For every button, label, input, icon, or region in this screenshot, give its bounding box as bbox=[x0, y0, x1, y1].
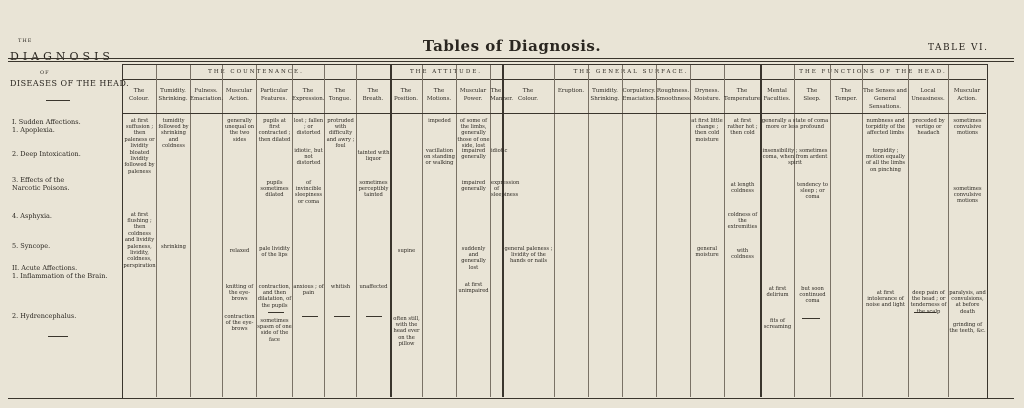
table-cell: generally unequal on the two sides bbox=[224, 118, 255, 143]
table-cell: at first little change ; then cold moisture bbox=[691, 118, 723, 143]
table-cell: impaired generally bbox=[461, 180, 486, 193]
table-cell: deep pain of the head ; or tenderness of the scalp bbox=[910, 290, 947, 315]
col-divider bbox=[156, 65, 157, 397]
col-divider bbox=[862, 65, 863, 397]
table-cell: sometimes convulsive motions bbox=[953, 118, 982, 137]
table-cell: lost ; fallen ; or distorted bbox=[293, 118, 324, 137]
table-cell: paleness, lividity, coldness, perspiration bbox=[123, 244, 156, 269]
table-cell: at length coldness bbox=[730, 182, 755, 195]
header-diagnosis: DIAGNOSIS bbox=[10, 50, 114, 63]
col-divider bbox=[908, 65, 909, 397]
col-header: Mental Faculties. bbox=[763, 88, 791, 102]
col-header: The Sleep. bbox=[803, 88, 821, 102]
col-divider bbox=[794, 65, 795, 397]
table-cell: coldness of the extremities bbox=[727, 212, 758, 231]
header-rule bbox=[122, 113, 986, 114]
col-header: The Tongue. bbox=[328, 88, 352, 102]
row-label: 2. Deep Intoxication. bbox=[12, 150, 81, 158]
col-header: Dryness. Moisture. bbox=[693, 88, 721, 102]
col-divider bbox=[422, 65, 423, 397]
table-cell: contraction of the eye-brows bbox=[224, 314, 255, 333]
col-divider bbox=[356, 65, 357, 397]
col-header: The Colour. bbox=[129, 88, 149, 102]
table-cell: unaffected bbox=[359, 284, 388, 290]
table-cell: numbness and torpidity of the affected limbs bbox=[865, 118, 906, 137]
row-label: 4. Asphyxia. bbox=[12, 212, 53, 220]
col-divider bbox=[324, 65, 325, 397]
table-cell: protruded with difficulty and awry ; foul bbox=[326, 118, 355, 149]
table-cell: expression of sleepiness bbox=[491, 180, 520, 199]
group-divider bbox=[760, 65, 762, 397]
table-cell: generally a state of coma more or less profound bbox=[761, 118, 829, 131]
table-frame bbox=[122, 64, 988, 399]
table-cell: grinding of the teeth, &c. bbox=[949, 322, 986, 335]
col-header: Roughness. Smoothness. bbox=[656, 88, 692, 102]
table-cell: impaired generally bbox=[461, 148, 486, 161]
table-cell: at first rather hot ; then cold bbox=[727, 118, 758, 137]
group-countenance: THE COUNTENANCE. bbox=[208, 69, 304, 75]
table-cell: tendency to sleep ; or coma bbox=[797, 182, 828, 201]
col-header: The Senses and General Sensations. bbox=[863, 88, 907, 110]
table-cell: at first unimpaired bbox=[458, 282, 489, 295]
group-attitude: THE ATTITUDE. bbox=[410, 69, 482, 75]
rule-top bbox=[8, 58, 1014, 59]
cell-dash bbox=[366, 316, 382, 317]
rule-bottom bbox=[8, 398, 1014, 399]
table-cell: sometimes perceptibly tainted bbox=[358, 180, 389, 199]
table-cell: impeded bbox=[428, 118, 451, 124]
row-label: 2. Hydrencephalus. bbox=[12, 312, 77, 320]
table-cell: pupils at first contracted ; then dilated bbox=[258, 118, 291, 143]
col-divider bbox=[190, 65, 191, 397]
col-divider bbox=[690, 65, 691, 397]
table-cell: idiotic bbox=[491, 148, 508, 154]
col-header: The Motions. bbox=[426, 88, 452, 102]
table-cell: vacillation on standing or walking bbox=[424, 148, 455, 167]
group-divider bbox=[390, 65, 392, 397]
col-header: The Breath. bbox=[362, 88, 384, 102]
table-cell: knitting of the eye-brows bbox=[225, 284, 254, 303]
cell-dash bbox=[914, 312, 936, 313]
cell-dash bbox=[334, 316, 350, 317]
table-cell: sometimes spasm of one side of the face bbox=[257, 318, 292, 343]
header-dash bbox=[46, 100, 70, 101]
col-header: The Temper. bbox=[834, 88, 858, 102]
page-title: Tables of Diagnosis. bbox=[422, 37, 602, 55]
col-header: Particular Features. bbox=[260, 88, 288, 102]
table-cell: fits of screaming bbox=[763, 318, 792, 331]
table-number: TABLE VI. bbox=[928, 43, 989, 53]
header-of: OF bbox=[40, 70, 50, 76]
col-header: The Temperature. bbox=[724, 88, 762, 102]
col-header: The Position. bbox=[394, 88, 418, 102]
col-header: The Expression. bbox=[292, 88, 325, 102]
table-cell: shrinking bbox=[161, 244, 186, 250]
table-cell: pale lividity of the lips bbox=[259, 246, 290, 259]
col-divider bbox=[588, 65, 589, 397]
group-divider bbox=[502, 65, 504, 397]
table-cell: tumidity followed by shrinking and coldness bbox=[158, 118, 189, 149]
rule-top-2 bbox=[8, 61, 1014, 62]
table-cell: of some of the limbs, generally those of one side, lost bbox=[457, 118, 490, 149]
table-cell: paralysis, and convulsions, at before death bbox=[949, 290, 986, 315]
col-header: Muscular Action. bbox=[225, 88, 253, 102]
table-cell: anxious ; of pain bbox=[293, 284, 324, 297]
col-header: Muscular Power. bbox=[459, 88, 487, 102]
col-divider bbox=[490, 65, 491, 397]
col-header: Tumidity. Shrinking. bbox=[590, 88, 620, 102]
row-label: I. Sudden Affections. 1. Apoplexia. bbox=[12, 118, 81, 134]
table-cell: pupils sometimes dilated bbox=[260, 180, 289, 199]
table-cell: relaxed bbox=[229, 248, 250, 254]
table-cell: supine bbox=[397, 248, 416, 254]
group-functions-head: THE FUNCTIONS OF THE HEAD. bbox=[799, 69, 947, 75]
table-cell: torpidity ; motion equally of all the limbs on pinching bbox=[865, 148, 906, 173]
table-cell: sometimes convulsive motions bbox=[953, 186, 982, 205]
table-cell: of invincible sleepiness or coma bbox=[294, 180, 323, 205]
col-header: Eruption. bbox=[557, 88, 585, 94]
table-cell: often still, with the head ever on the pillow bbox=[393, 316, 420, 347]
header-the: THE bbox=[18, 38, 33, 44]
table-cell: at first delirium bbox=[766, 286, 789, 299]
col-divider bbox=[724, 65, 725, 397]
row-label: II. Acute Affections. 1. Inflammation of the Brain. bbox=[12, 264, 108, 280]
col-divider bbox=[222, 65, 223, 397]
cell-dash bbox=[802, 318, 820, 319]
table-cell: general paleness ; lividity of the hands or nails bbox=[504, 246, 553, 265]
cell-dash bbox=[268, 312, 284, 313]
col-divider bbox=[292, 65, 293, 397]
table-cell: general moisture bbox=[695, 246, 719, 259]
col-divider bbox=[622, 65, 623, 397]
col-divider bbox=[948, 65, 949, 397]
col-header: Corpulency. Emaciation. bbox=[622, 88, 656, 102]
table-cell: at first suffusion ; then paleness or lividity bbox=[124, 118, 155, 149]
col-divider bbox=[830, 65, 831, 397]
table-cell: tainted with liquor bbox=[357, 150, 390, 163]
table-cell: at first flushing ; then coldness and lividity bbox=[124, 212, 155, 243]
table-cell: whitish bbox=[330, 284, 351, 290]
col-header: Fulness. Emaciation. bbox=[190, 88, 224, 102]
table-cell: bloated lividity followed by paleness bbox=[124, 150, 155, 175]
row-label: 5. Syncope. bbox=[12, 242, 51, 250]
table-cell: with coldness bbox=[731, 248, 754, 261]
cell-dash bbox=[302, 316, 318, 317]
col-divider bbox=[456, 65, 457, 397]
row-label: 3. Effects of the Narcotic Poisons. bbox=[12, 176, 70, 192]
header-diseases: DISEASES OF THE HEAD. bbox=[10, 79, 130, 88]
col-divider bbox=[554, 65, 555, 397]
col-divider bbox=[656, 65, 657, 397]
table-cell: but soon continued coma bbox=[799, 286, 826, 305]
col-header: Local Uneasiness. bbox=[911, 88, 945, 102]
table-cell: contraction, and then dilatation, of the pupils bbox=[257, 284, 292, 309]
table-cell: preceded by vertigo or headach bbox=[912, 118, 945, 137]
col-header: The Manner. bbox=[490, 88, 514, 102]
table-cell: idiotic, but not distorted bbox=[294, 148, 323, 167]
table-cell: at first intolerance of noise and light bbox=[866, 290, 905, 309]
table-cell: insensibility ; sometimes coma, when from ardent spirit bbox=[762, 148, 828, 167]
col-header: The Colour. bbox=[518, 88, 538, 102]
col-header: Tumidity. Shrinking. bbox=[158, 88, 188, 102]
footer-dash bbox=[48, 336, 68, 337]
table-cell: suddenly and generally lost bbox=[461, 246, 486, 271]
group-general-surface: THE GENERAL SURFACE. bbox=[573, 69, 689, 75]
col-header: Muscular Action. bbox=[953, 88, 981, 102]
col-divider bbox=[256, 65, 257, 397]
